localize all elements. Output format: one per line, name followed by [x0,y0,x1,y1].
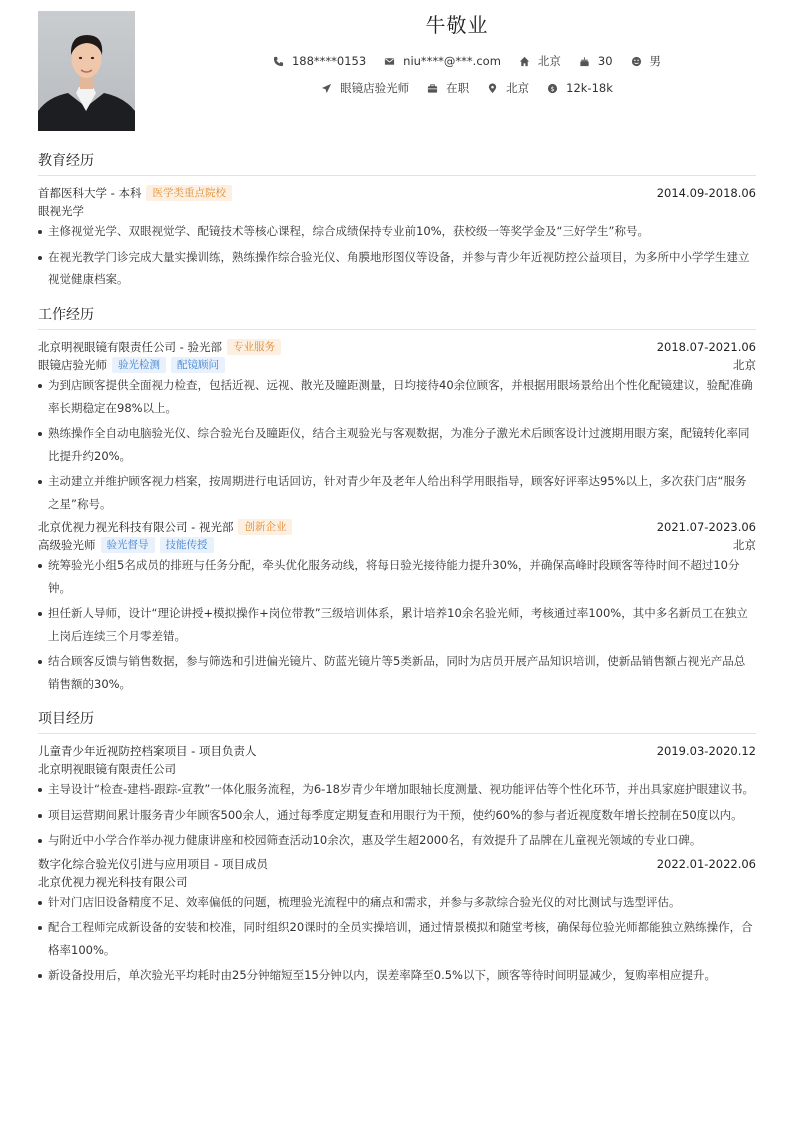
section-title: 教育经历 [38,150,756,176]
email-text: niu****@***.com [403,54,501,68]
job-target-text: 眼镜店验光师 [340,81,410,95]
work-date: 2018.07-2021.06 [656,340,756,354]
project-bullets [38,891,756,987]
section-title: 项目经历 [38,708,756,734]
role-tag: 技能传授 [160,537,214,553]
list-item: 统筹验光小组5名成员的排班与任务分配，牵头优化服务动线，将每日验光接待能力提升30%，并确保高峰时段顾客等待时间不超过10分钟。 [38,554,756,599]
list-item: 熟练操作全自动电脑验光仪、综合验光台及瞳距仪，结合主观验光与客观数据，为准分子激光术后顾客设计过渡期用眼方案，配镜转化率同比提升约20%。 [38,422,756,467]
project-entry [38,855,756,987]
smiley-icon [631,56,642,67]
project-bullets [38,778,756,852]
list-item: 新设备投用后，单次验光平均耗时由25分钟缩短至15分钟以内，误差率降至0.5%以下，顾客等待时间明显减少，复购率相应提升。 [38,964,756,987]
contact-hometown [519,53,561,69]
education-section [38,150,756,294]
role: 高级验光师 [38,538,96,552]
list-item: 配合工程师完成新设备的安装和校准，同时组织20课时的全员实操培训，通过情景模拟和随堂考核，确保每位验光师都能独立熟练操作，合格率100%。 [38,916,756,961]
work-section [38,304,756,698]
project-date: 2019.03-2020.12 [656,744,756,758]
project-entry [38,742,756,852]
job-intent-row [140,80,794,96]
gender-text: 男 [649,54,662,68]
candidate-name: 牛敬业 [425,13,489,37]
job-status [427,80,469,96]
profile-photo [38,11,135,131]
section-title: 工作经历 [38,304,756,330]
list-item: 针对门店旧设备精度不足、效率偏低的问题，梳理验光流程中的痛点和需求，并参与多款综合验光仪的对比测试与选型评估。 [38,891,756,914]
school-tag: 医学类重点院校 [146,185,232,201]
role-tag: 验光检测 [112,357,166,373]
work-city: 北京 [733,358,756,372]
work-bullets [38,374,756,515]
major: 眼视光学 [38,204,84,218]
role-tag: 验光督导 [101,537,155,553]
job-status-text: 在职 [446,81,470,95]
work-date: 2021.07-2023.06 [656,520,756,534]
hometown-text: 北京 [537,54,561,68]
home-icon [519,56,530,67]
role-tag: 配镜顾问 [171,357,225,373]
cake-icon [579,56,590,67]
contact-row [140,53,794,69]
project-title: 儿童青少年近视防控档案项目 - 项目负责人 [38,744,257,758]
list-item: 主动建立并维护顾客视力档案，按周期进行电话回访，针对青少年及老年人给出科学用眼指导，顾客好评率达95%以上，多次获门店“服务之星”称号。 [38,470,756,515]
school-line: 首都医科大学 - 本科 [38,186,142,200]
company-tag: 创新企业 [238,519,292,535]
contact-email [384,54,501,68]
phone-text: 188****0153 [291,54,367,68]
company-line: 北京明视眼镜有限责任公司 - 验光部 [38,340,222,354]
list-item: 与附近中小学合作举办视力健康讲座和校园筛查活动10余次，惠及学生超2000名，有效提升了品牌在儿童视光领域的专业口碑。 [38,829,756,852]
education-date: 2014.09-2018.06 [656,186,756,200]
work-city: 北京 [733,538,756,552]
job-city-text: 北京 [506,81,530,95]
list-item: 在视光教学门诊完成大量实操训练，熟练操作综合验光仪、角膜地形图仪等设备，并参与青少年近视防控公益项目，为多所中小学学生建立视觉健康档案。 [38,246,756,291]
list-item: 为到店顾客提供全面视力检查，包括近视、远视、散光及瞳距测量，日均接待40余位顾客，并根据用眼场景给出个性化配镜建议，验配准确率长期稳定在98%以上。 [38,374,756,419]
company-tag: 专业服务 [227,339,281,355]
job-salary-text: 12k-18k [566,81,613,95]
contact-age [579,54,613,68]
list-item: 项目运营期间累计服务青少年顾客500余人，通过每季度定期复查和用眼行为干预，使约60%的参与者近视度数年增长控制在50度以内。 [38,804,756,827]
list-item: 担任新人导师，设计“理论讲授+模拟操作+岗位带教”三级培训体系，累计培养10余名验光师，考核通过率100%，其中多名新员工在独立上岗后连续三个月零差错。 [38,602,756,647]
contact-gender [631,53,662,69]
svg-text:$: $ [550,84,555,93]
company-line: 北京优视力视光科技有限公司 - 视光部 [38,520,234,534]
send-icon [321,83,332,94]
phone-icon [273,56,284,67]
location-pin-icon [487,83,498,94]
list-item: 结合顾客反馈与销售数据，参与筛选和引进偏光镜片、防蓝光镜片等5类新品，同时为店员开展产品知识培训，使新品销售额占视光产品总销售额的30%。 [38,650,756,695]
work-entry [38,338,756,515]
contact-phone [273,54,366,68]
job-salary [547,81,613,95]
job-target [321,80,409,96]
list-item: 主导设计“检查-建档-跟踪-宣教”一体化服务流程，为6-18岁青少年增加眼轴长度测量、视功能评估等个性化环节，并出具家庭护眼建议书。 [38,778,756,801]
briefcase-icon [427,83,438,94]
education-bullets [38,220,756,291]
project-date: 2022.01-2022.06 [656,856,756,871]
projects-section [38,708,756,990]
list-item: 主修视觉光学、双眼视觉学、配镜技术等核心课程，综合成绩保持专业前10%，获校级一等奖学金及“三好学生”称号。 [38,220,756,243]
project-org: 北京优视力视光科技有限公司 [38,874,188,889]
work-entry [38,518,756,695]
project-org: 北京明视眼镜有限责任公司 [38,762,176,776]
age-text: 30 [597,54,613,68]
role: 眼镜店验光师 [38,358,107,372]
work-bullets [38,554,756,695]
project-title: 数字化综合验光仪引进与应用项目 - 项目成员 [38,856,268,871]
money-icon [547,83,558,94]
education-entry [38,184,756,291]
mail-icon [384,56,395,67]
job-city [487,80,529,96]
